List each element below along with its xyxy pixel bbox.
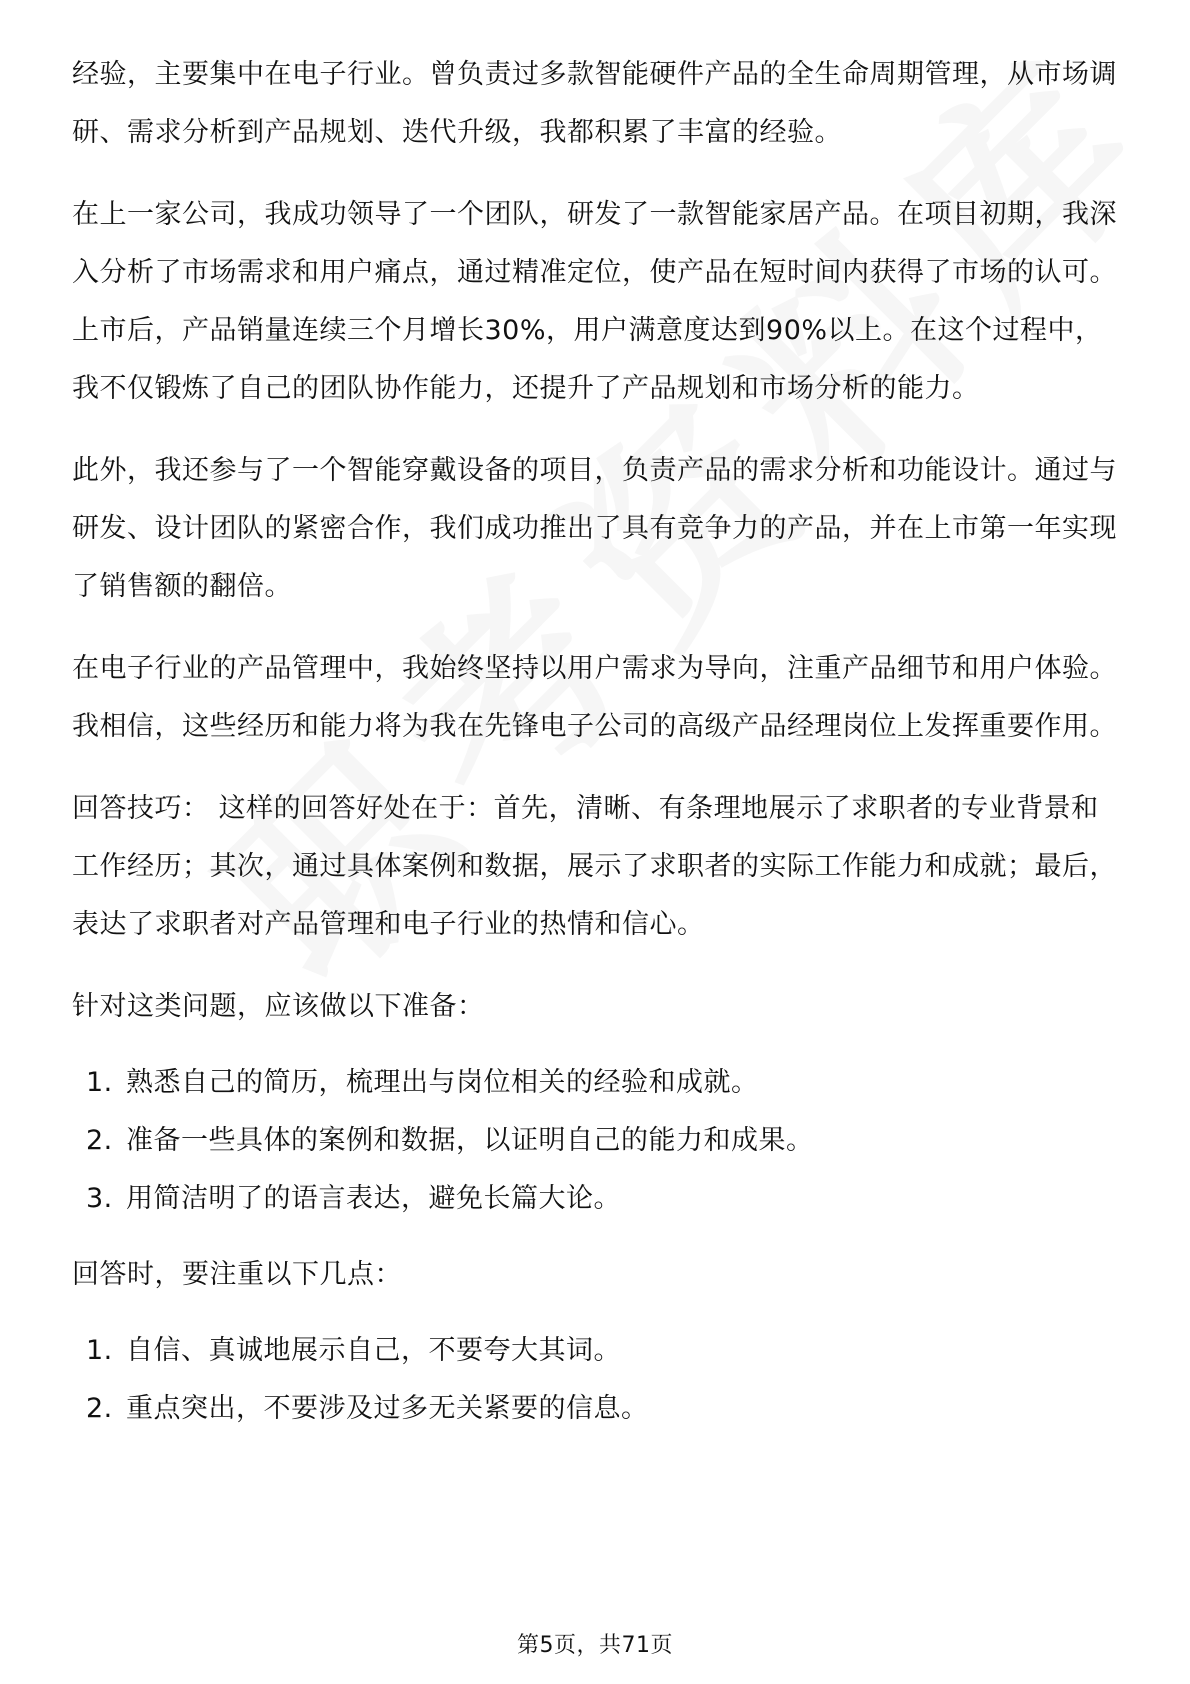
paragraph-wearable-project: 此外，我还参与了一个智能穿戴设备的项目，负责产品的需求分析和功能设计。通过与研发、设计团队的紧密合作，我们成功推出了具有竞争力的产品，并在上市第一年实现了销售额的翻倍。 — [72, 455, 1117, 602]
list-number: 3. — [86, 1183, 113, 1214]
page-number: 第5页，共71页 — [517, 1633, 673, 1658]
paragraph-answer-intro: 回答时，要注重以下几点： — [72, 1259, 402, 1290]
preparation-list — [72, 1054, 1120, 1228]
list-number: 1. — [86, 1335, 113, 1366]
list-number: 2. — [86, 1393, 113, 1424]
list-item — [86, 1112, 1120, 1170]
paragraph-previous-company: 在上一家公司，我成功领导了一个团队，研发了一款智能家居产品。在项目初期，我深入分析了市场需求和用户痛点，通过精准定位，使产品在短时间内获得了市场的认可。上市后，产品销量连续三个月增长30%，用户满意度达到90%以上。在这个过程中，我不仅锻炼了自己的团队协作能力，还提升了产品规划和市场分析的能力。 — [72, 199, 1117, 404]
list-text: 用简洁明了的语言表达，避免长篇大论。 — [126, 1183, 621, 1214]
list-text: 重点突出，不要涉及过多无关紧要的信息。 — [126, 1393, 649, 1424]
paragraph-answer-tips: 回答技巧： 这样的回答好处在于：首先，清晰、有条理地展示了求职者的专业背景和工作经历；其次，通过具体案例和数据，展示了求职者的实际工作能力和成就；最后，表达了求职者对产品管理和电子行业的热情和信心。 — [72, 793, 1117, 940]
list-text: 自信、真诚地展示自己，不要夸大其词。 — [126, 1335, 621, 1366]
list-item — [86, 1170, 1120, 1228]
page-footer — [0, 1628, 1190, 1659]
list-item — [86, 1322, 1120, 1380]
document-page — [72, 46, 1120, 1456]
list-number: 1. — [86, 1067, 113, 1098]
list-item — [86, 1380, 1120, 1438]
paragraph-experience: 经验，主要集中在电子行业。曾负责过多款智能硬件产品的全生命周期管理，从市场调研、需求分析到产品规划、迭代升级，我都积累了丰富的经验。 — [72, 59, 1117, 148]
list-item — [86, 1054, 1120, 1112]
paragraph-product-philosophy: 在电子行业的产品管理中，我始终坚持以用户需求为导向，注重产品细节和用户体验。我相信，这些经历和能力将为我在先锋电子公司的高级产品经理岗位上发挥重要作用。 — [72, 653, 1117, 742]
list-text: 熟悉自己的简历，梳理出与岗位相关的经验和成就。 — [126, 1067, 759, 1098]
list-number: 2. — [86, 1125, 113, 1156]
list-text: 准备一些具体的案例和数据，以证明自己的能力和成果。 — [126, 1125, 814, 1156]
answer-points-list — [72, 1322, 1120, 1438]
paragraph-preparation-intro: 针对这类问题，应该做以下准备： — [72, 991, 485, 1022]
